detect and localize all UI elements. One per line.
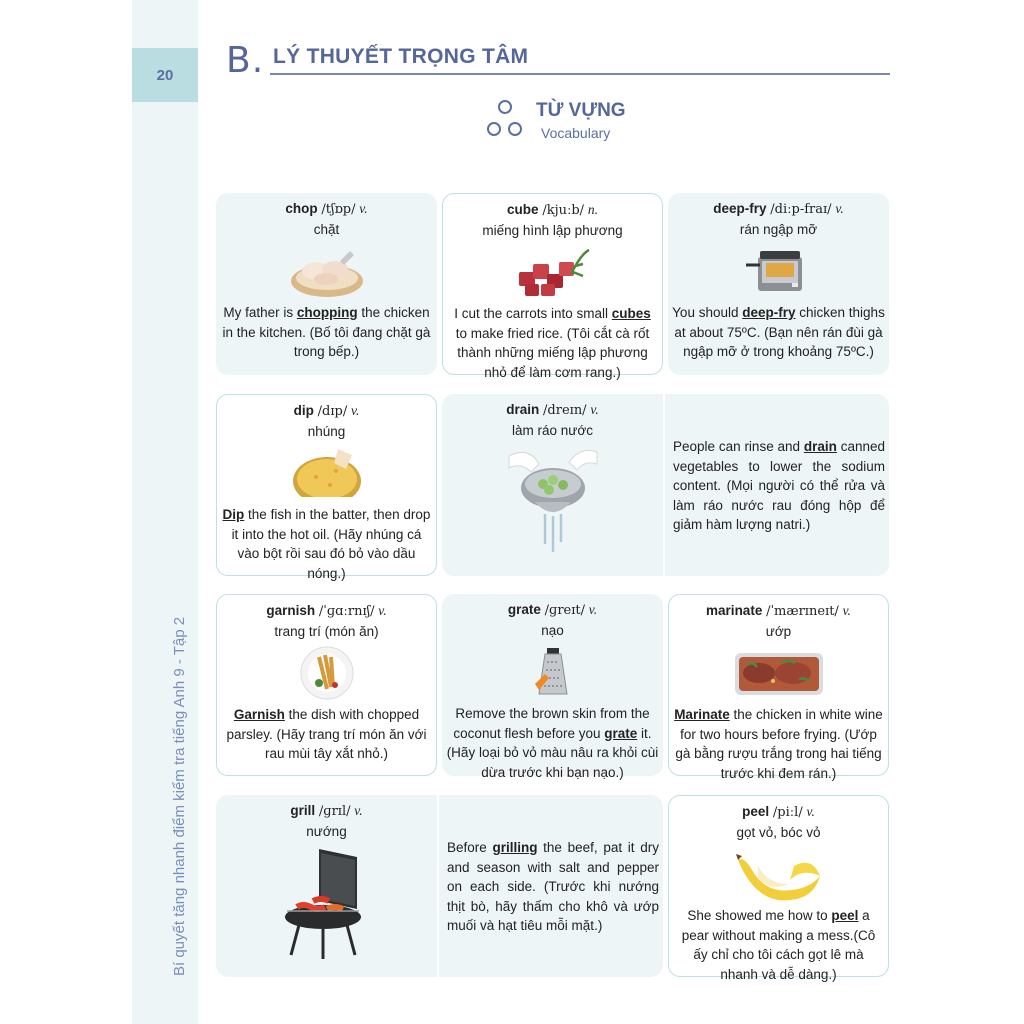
- card-meaning: gọt vỏ, bóc vỏ: [736, 824, 821, 840]
- card-ipa: /diːp-fraɪ/: [770, 202, 832, 217]
- card-word: chop: [285, 201, 318, 216]
- card-pos: v.: [378, 603, 387, 618]
- card-pos: v.: [835, 201, 844, 216]
- card-pos: v.: [359, 201, 368, 216]
- card-word: cube: [507, 202, 539, 217]
- card-ipa: /tʃɒp/: [321, 202, 356, 217]
- vocab-card-marinate: [668, 594, 889, 781]
- card-word: garnish: [266, 603, 316, 618]
- card-ipa: /ɡreɪt/: [544, 603, 585, 618]
- vocab-card-garnish: [216, 594, 437, 776]
- batter-bowl-illustration: [290, 445, 364, 501]
- vocab-title: TỪ VỰNG: [536, 100, 626, 121]
- vocab-card-grill: [216, 795, 663, 977]
- card-pos: v.: [590, 402, 599, 417]
- card-divider: [663, 394, 665, 576]
- card-example: Marinate the chicken in white wine for two hours before frying. (Ướp gà bằng rượu trắng trong hai tiếng trước khi đem rán.): [674, 707, 883, 781]
- card-example: Garnish the dish with chopped parsley. (Hãy trang trí món ăn với rau mùi tây xắt nhỏ.): [226, 707, 427, 761]
- book-title: Bí quyết tăng nhanh điểm kiểm tra tiếng Anh 9 - Tập 2: [171, 616, 188, 976]
- card-example: Remove the brown skin from the coconut flesh before you grate it. (Hãy loại bỏ vỏ màu nâu ra khỏi cùi dừa trước khi bạn nạo.): [446, 706, 659, 780]
- card-meaning: miếng hình lập phương: [482, 222, 623, 238]
- card-meaning: trang trí (món ăn): [274, 623, 379, 639]
- card-word: peel: [742, 804, 770, 819]
- peeled-banana-illustration: [734, 846, 824, 902]
- card-divider: [437, 795, 439, 977]
- card-word: marinate: [706, 603, 763, 618]
- garnished-plate-illustration: [299, 645, 355, 701]
- card-meaning: nạo: [541, 622, 564, 638]
- card-meaning: rán ngập mỡ: [739, 221, 818, 237]
- grater-illustration: [533, 644, 573, 700]
- barbecue-grill-illustration: [283, 845, 371, 965]
- card-word: deep-fry: [713, 201, 767, 216]
- card-meaning: ướp: [765, 623, 792, 639]
- colander-draining-illustration: [505, 444, 601, 556]
- card-word: drain: [506, 402, 540, 417]
- card-ipa: /piːl/: [772, 805, 803, 820]
- section-underline: [270, 73, 890, 75]
- card-pos: v.: [350, 403, 360, 418]
- card-meaning: nướng: [306, 823, 347, 839]
- card-example: My father is chopping the chicken in the kitchen. (Bố tôi đang chặt gà trong bếp.): [222, 305, 431, 359]
- card-pos: n.: [587, 202, 598, 217]
- card-example: People can rinse and drain canned vegetables to lower the sodium content. (Mọi người có thể rửa và làm ráo nước rau đóng hộp để giảm hàm lượng natri.): [673, 439, 886, 532]
- marinated-meat-illustration: [733, 645, 825, 701]
- card-word: dip: [293, 403, 314, 418]
- card-ipa: /ˈɡɑːrnɪʃ/: [318, 604, 375, 619]
- card-ipa: /ˈmærɪneɪt/: [766, 604, 839, 619]
- card-example: You should deep-fry chicken thighs at about 75ºC. (Bạn nên rán đùi gà ngập mỡ ở trong khoảng 75ºC.): [672, 305, 885, 359]
- deep-fryer-illustration: [744, 243, 814, 299]
- meat-cubes-illustration: [511, 244, 595, 300]
- vocab-card-grate: [442, 594, 663, 780]
- card-meaning: chặt: [313, 221, 340, 237]
- vocab-card-deep-fry: [668, 193, 889, 375]
- card-pos: v.: [588, 602, 598, 617]
- card-example: Before grilling the beef, pat it dry and season with salt and pepper on each side. (Trước khi nướng thịt bò, hãy thấm cho khô và ướp muối và hạt tiêu mỗi mặt.): [447, 840, 659, 933]
- vocab-card-drain: [442, 394, 889, 576]
- circles-icon: [484, 100, 526, 140]
- card-pos: v.: [806, 804, 815, 819]
- card-ipa: /dreɪn/: [543, 403, 587, 418]
- vocab-card-cube: [442, 193, 663, 380]
- card-pos: v.: [842, 603, 851, 618]
- card-example: I cut the carrots into small cubes to make fried rice. (Tôi cắt cà rốt thành những miếng lập phương nhỏ để làm cơm rang.): [454, 306, 651, 380]
- card-meaning: làm ráo nước: [512, 422, 593, 438]
- card-word: grill: [290, 803, 316, 818]
- card-ipa: /ɡrɪl/: [318, 804, 351, 819]
- card-example: She showed me how to peel a pear without making a mess.(Cô ấy chỉ cho tôi cách gọt lê mà nhanh và dễ dàng.): [681, 908, 876, 982]
- chopped-chicken-illustration: [288, 243, 366, 299]
- card-example: Dip the fish in the batter, then drop it into the hot oil. (Hãy nhúng cá vào bột rồi sau đó bỏ vào dầu nóng.): [222, 507, 431, 581]
- section-title: LÝ THUYẾT TRỌNG TÂM: [273, 45, 529, 68]
- card-ipa: /dɪp/: [317, 404, 348, 419]
- page-number: 20: [132, 48, 198, 102]
- vocab-subtitle: Vocabulary: [541, 125, 611, 141]
- vocab-card-chop: [216, 193, 437, 375]
- card-ipa: /kjuːb/: [542, 203, 585, 218]
- card-pos: v.: [354, 803, 363, 818]
- vocab-card-dip: [216, 394, 437, 581]
- vocab-card-peel: [668, 795, 889, 982]
- side-strip: [132, 0, 198, 1024]
- card-meaning: nhúng: [307, 423, 346, 439]
- card-word: grate: [507, 602, 541, 617]
- section-letter: B.: [226, 40, 265, 81]
